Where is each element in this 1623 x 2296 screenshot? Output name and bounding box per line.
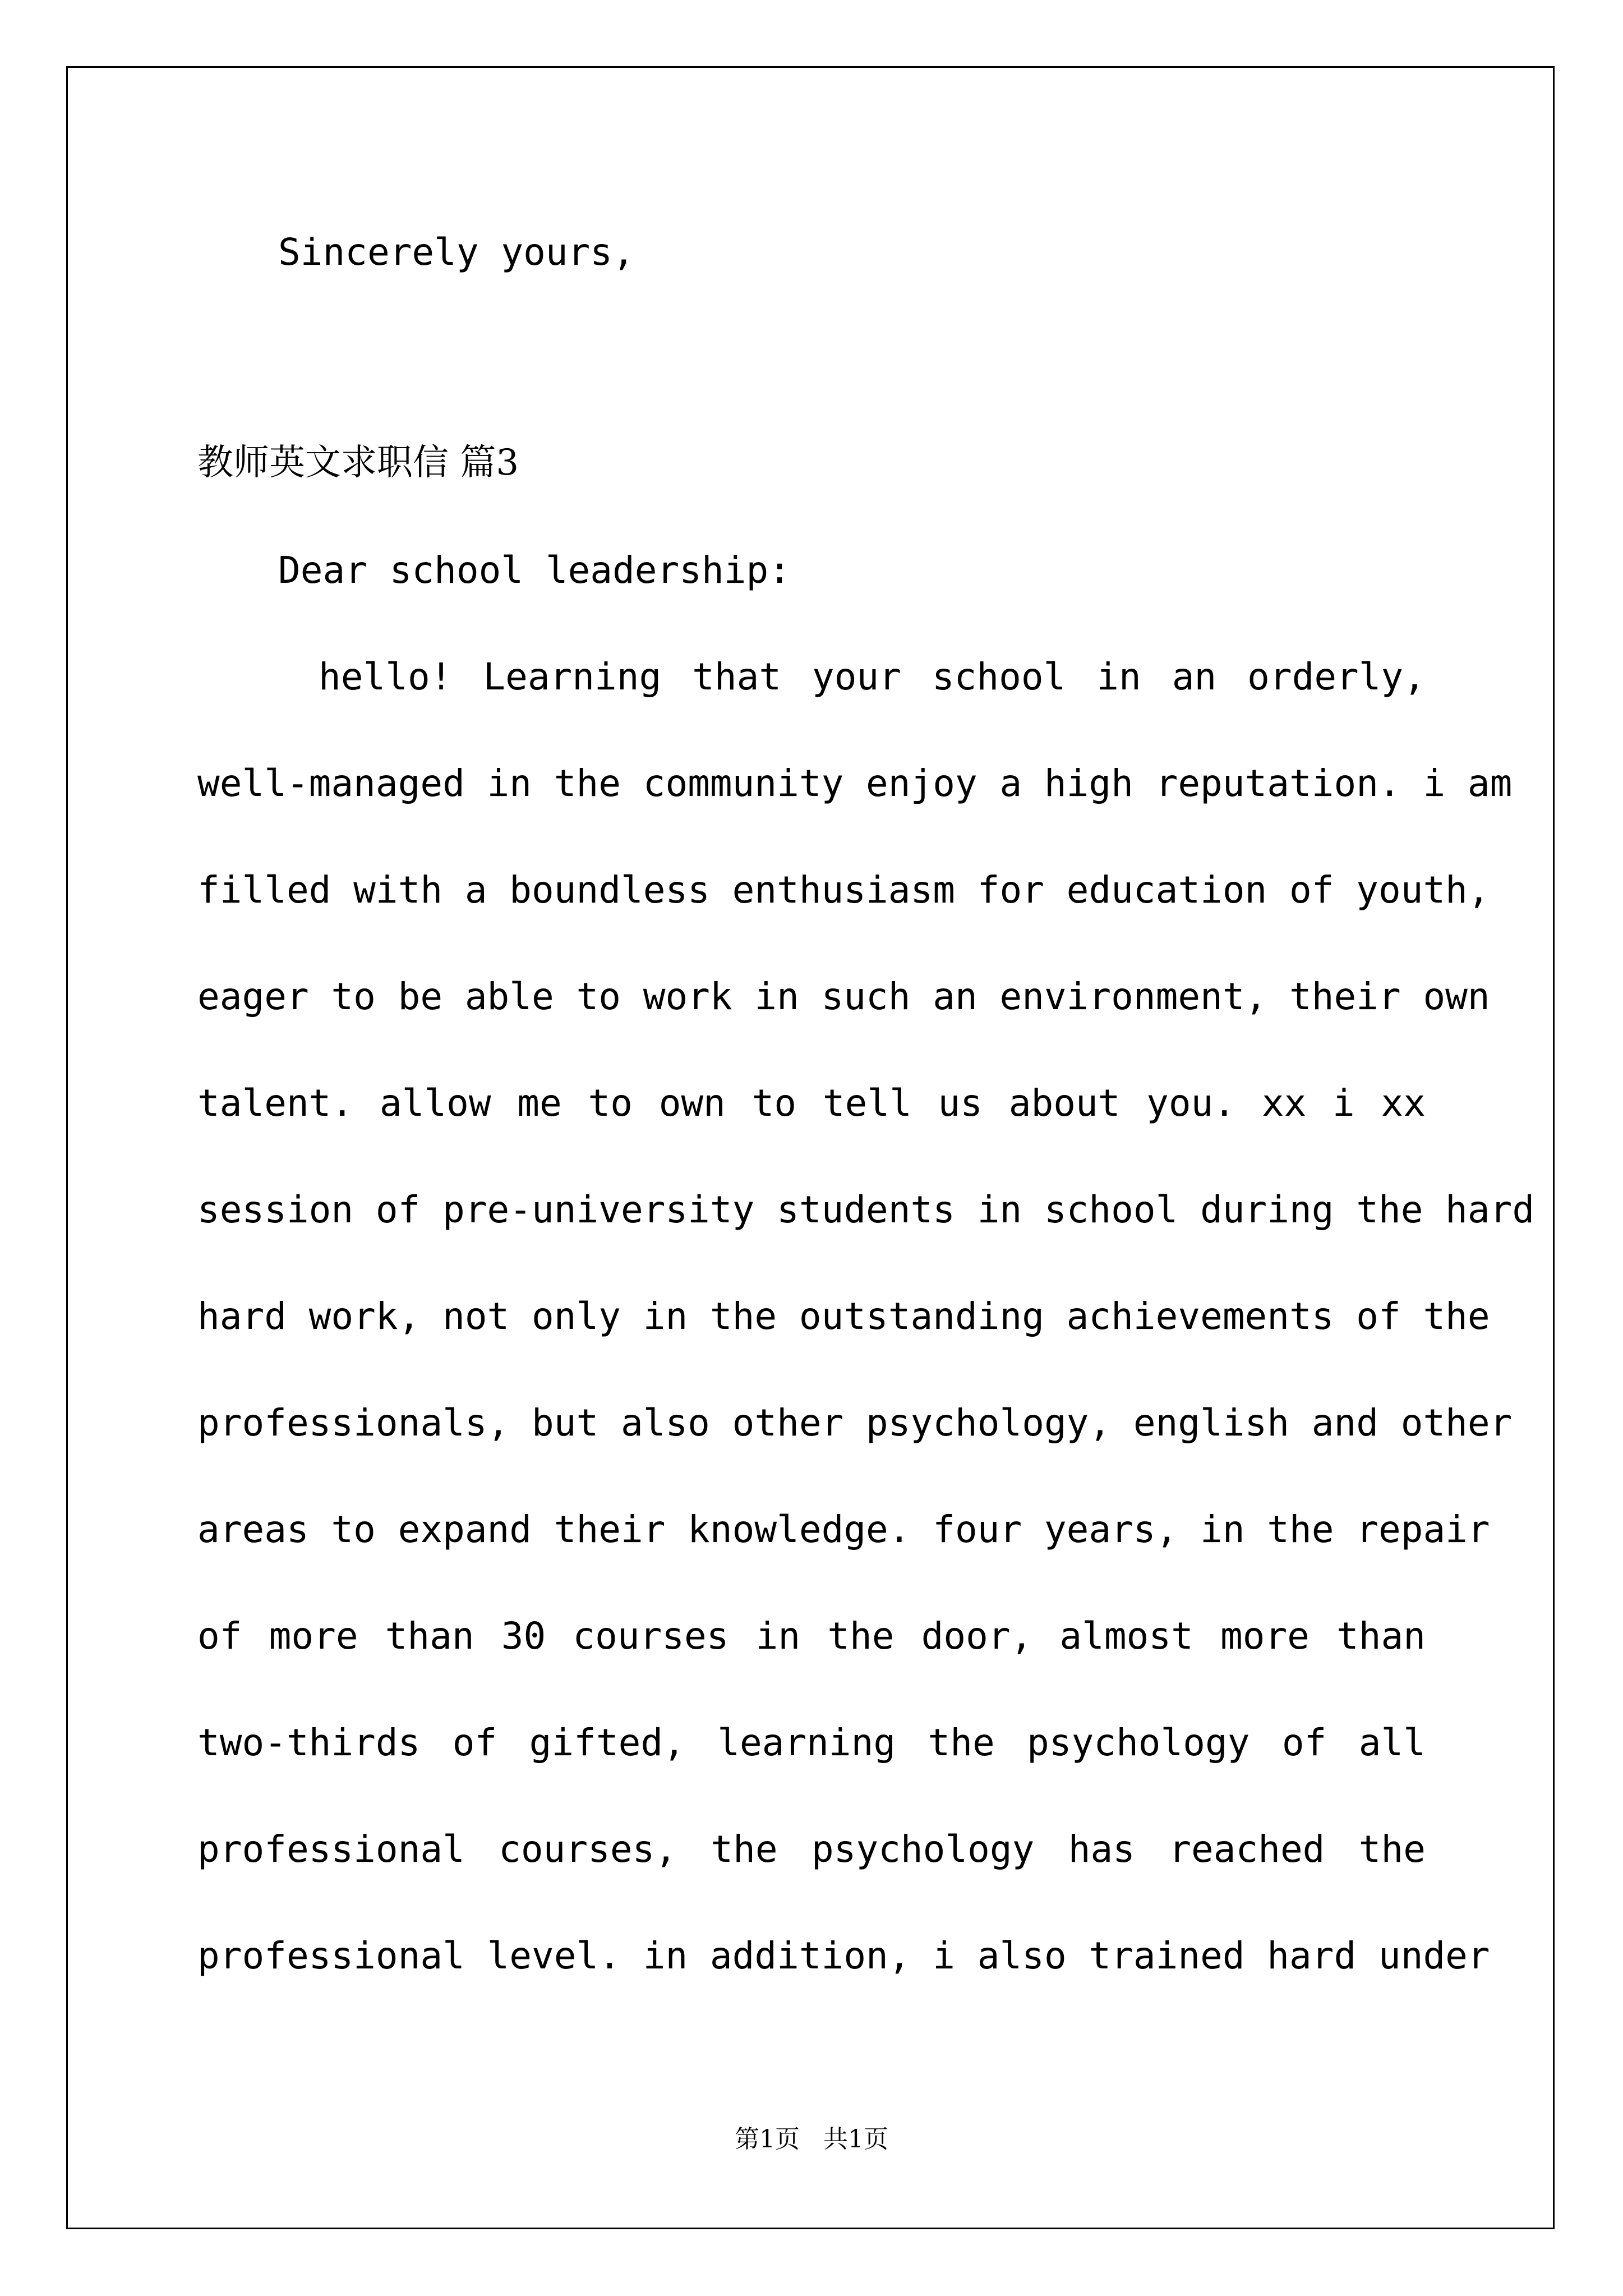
body-line: well-managed in the community enjoy a high reputation. i am <box>197 762 1513 805</box>
page-border <box>66 66 1555 2229</box>
body-line: areas to expand their knowledge. four years, in the repair <box>197 1508 1490 1551</box>
body-line: eager to be able to work in such an environment, their own <box>197 975 1490 1018</box>
body-line: hard work, not only in the outstanding achievements of the <box>197 1295 1490 1338</box>
body-line: professional level. in addition, i also trained hard under <box>197 1934 1490 1977</box>
body-line: filled with a boundless enthusiasm for education of youth, <box>197 868 1490 912</box>
body-line: professionals, but also other psychology, english and other <box>197 1401 1513 1444</box>
body-line: session of pre-university students in school during the hard <box>197 1188 1535 1231</box>
closing-line: Sincerely yours, <box>278 231 635 274</box>
body-line: of more than 30 courses in the door, almost more than <box>197 1614 1426 1658</box>
salutation-line: Dear school leadership: <box>278 549 791 592</box>
page-footer <box>0 2123 1623 2156</box>
body-line: two-thirds of gifted, learning the psychology of all <box>197 1721 1426 1764</box>
body-line: hello! Learning that your school in an orderly, <box>319 655 1426 698</box>
body-line: talent. allow me to own to tell us about you. xx i xx <box>197 1082 1426 1125</box>
section-heading: 教师英文求职信 篇3 <box>197 442 519 484</box>
body-line: professional courses, the psychology has reached the <box>197 1828 1426 1871</box>
page-indicator: 第1页 共1页 <box>735 2125 888 2154</box>
